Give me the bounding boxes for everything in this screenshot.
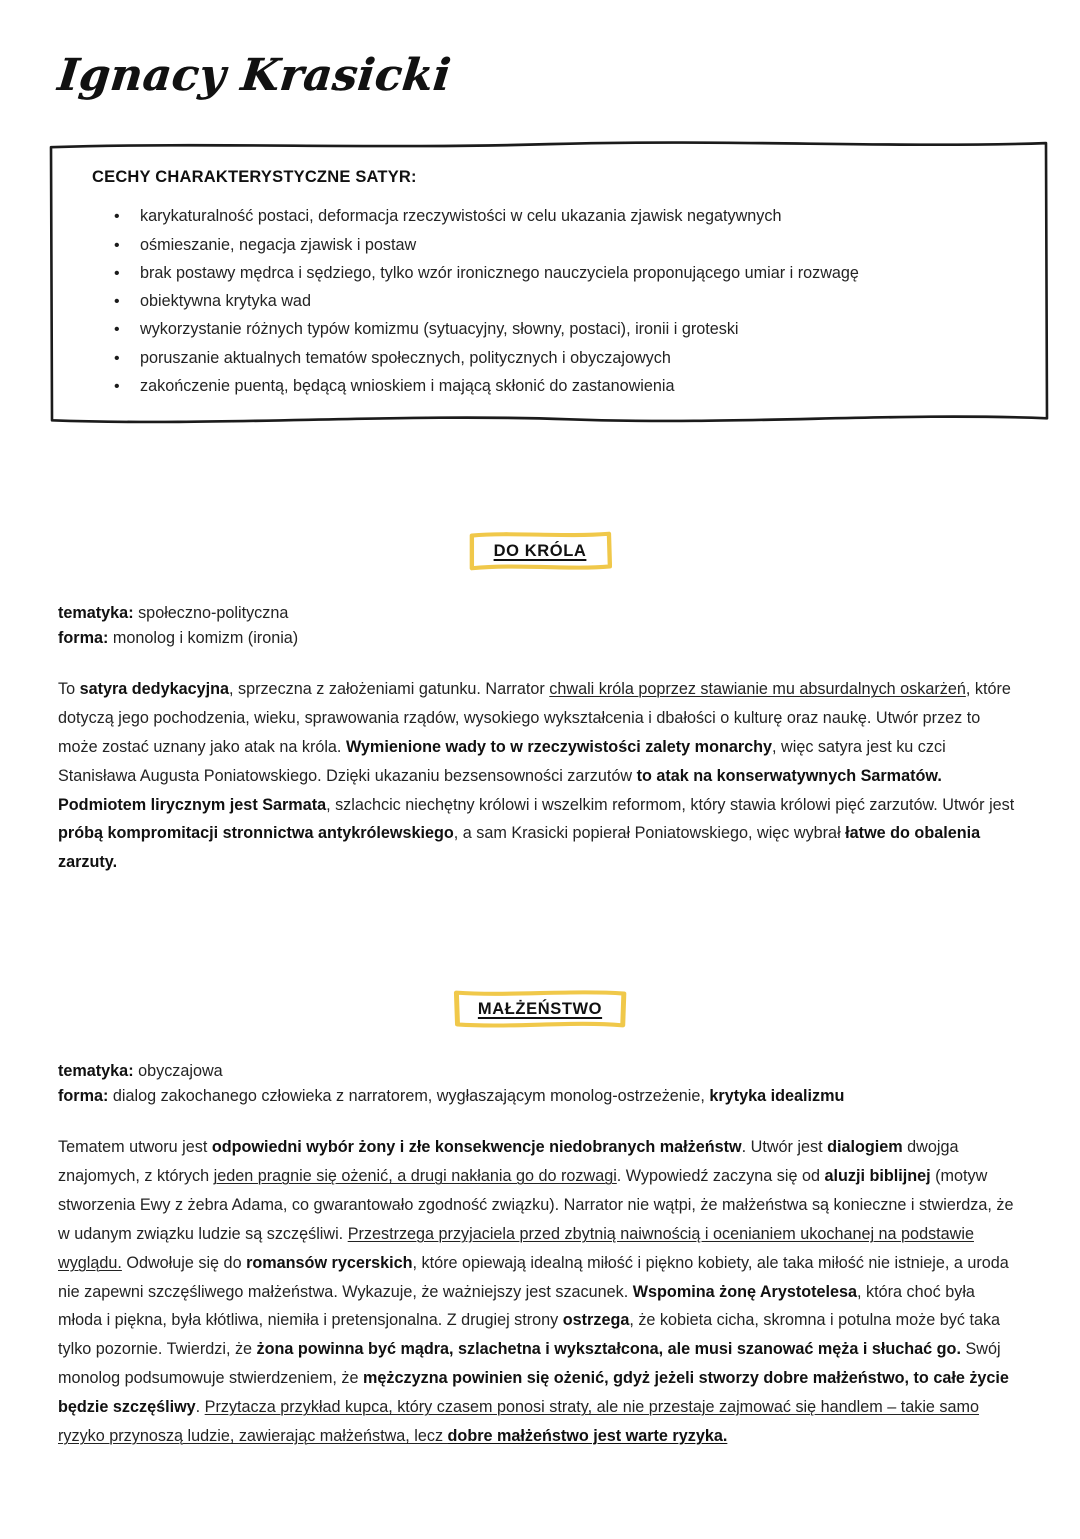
text-run: próbą kompromitacji stronnictwa antykrólewskiego <box>58 824 454 843</box>
section-heading-do-krola <box>0 531 1080 571</box>
text-run: to atak na konserwatywnych Sarmatów. <box>636 766 942 785</box>
paragraph-malzenstwo: Tematem utworu jest odpowiedni wybór żony i złe konsekwencje niedobranych małżeństw. Utwór jest dialogiem dwojga znajomych, z których jeden pragnie się ożenić, a drugi nakłania go do rozwagi. Wypowiedź zaczyna się od aluzji biblijnej (motyw stworzenia Ewy z żebra Adama, co gwarantowało zgodność związku). Narrator nie wątpi, że małżeństwa są konieczne i stwierdza, że w udanym związku ludzie są szczęśliwi. Przestrzega przyjaciela przed zbytnią naiwnością i ocenianiem ukochanej na podstawie wyglądu. Odwołuje się do romansów rycerskich, które opiewają idealną miłość i piękno kobiety, ale taka miłość nie istnieje, a uroda nie zapewni szczęśliwego małżeństwa. Wykazuje, że ważniejszy jest szacunek. Wspomina żonę Arystotelesa, która choć była młoda i piękna, była kłótliwa, niemiła i pretensjonalna. Z drugiej strony ostrzega, że kobieta cicha, skromna i potulna może być taka tylko pozornie. Twierdzi, że żona powinna być mądra, szlachetna i wykształcona, ale musi szanować męża i słuchać go. Swój monolog podsumowuje stwierdzeniem, że mężczyzna powinien się ożenić, gdyż jeżeli stworzy dobre małżeństwo, to całe życie będzie szczęśliwy. Przytacza przykład kupca, który czasem ponosi straty, ale nie przestaje zajmować się handlem – takie samo ryzyko przynoszą ludzie, zawierając małżeństwa, lecz dobre małżeństwo jest warte ryzyka. <box>58 1138 1014 1445</box>
list-item-label: zakończenie puentą, będącą wnioskiem i mającą skłonić do zastanowienia <box>140 376 675 395</box>
text-run: aluzji biblijnej <box>824 1167 931 1186</box>
list-item <box>114 260 1016 286</box>
text-run: Wspomina żonę Arystotelesa <box>632 1282 858 1301</box>
tematyka-line <box>58 601 1022 626</box>
list-item-label: obiektywna krytyka wad <box>140 292 311 311</box>
bullet-icon: • <box>114 293 120 311</box>
list-item <box>114 345 1016 371</box>
text-run: łatwe do obalenia zarzuty. <box>58 824 981 872</box>
bullet-icon: • <box>114 377 120 395</box>
characteristics-list <box>82 203 1016 399</box>
text-run: Przestrzega przyjaciela przed zbytnią naiwnością i ocenianiem ukochanej na podstawie wyglądu. <box>58 1224 974 1272</box>
tematyka-label: tematyka: <box>58 1062 134 1081</box>
list-item <box>114 288 1016 314</box>
text-run: jeden pragnie się ożenić, a drugi nakłania go do rozwagi <box>213 1167 617 1186</box>
list-item <box>114 232 1016 258</box>
text-run: chwali króla poprzez stawianie mu absurdalnych oskarżeń <box>549 680 966 699</box>
forma-value: dialog zakochanego człowieka z narratorem, wygłaszającym monolog-ostrzeżenie, <box>108 1087 710 1106</box>
section-title: MAŁŻEŃSTWO <box>477 1000 603 1019</box>
list-item <box>114 203 1016 229</box>
forma-value-emphasis: krytyka idealizmu <box>709 1087 845 1106</box>
text-run: Przytacza przykład kupca, który czasem ponosi straty, ale nie przestaje zajmować się handlem – takie samo ryzyko przynoszą ludzie, zawierając małżeństwa, lecz <box>58 1397 980 1445</box>
meta-malzenstwo <box>0 1059 1080 1109</box>
paragraph-do-krola: To satyra dedykacyjna, sprzeczna z założeniami gatunku. Narrator chwali króla poprzez stawianie mu absurdalnych oskarżeń, które dotyczą jego pochodzenia, wieku, sprawowania rządów, wysokiego wykształcenia i dbałości o kulturę oraz naukę. Utwór przez to może zostać uznany jako atak na króla. Wymienione wady to w rzeczywistości zalety monarchy, więc satyra jest ku czci Stanisława Augusta Poniatowskiego. Dzięki ukazaniu bezsensowności zarzutów to atak na konserwatywnych Sarmatów. Podmiotem lirycznym jest Sarmata, szlachcic niechętny królowi i wszelkim reformom, który stawia królowi pięć zarzutów. Utwór jest próbą kompromitacji stronnictwa antykrólewskiego, a sam Krasicki popierał Poniatowskiego, więc wybrał łatwe do obalenia zarzuty. <box>58 680 1015 872</box>
list-item <box>114 373 1016 399</box>
text-run: Wymienione wady to w rzeczywistości zalety monarchy <box>345 737 773 756</box>
text-run: dialogiem <box>827 1138 903 1157</box>
meta-do-krola <box>0 601 1080 651</box>
text-run: ostrzega <box>562 1311 630 1330</box>
tematyka-value: obyczajowa <box>133 1062 223 1081</box>
text-run: satyra dedykacyjna <box>79 680 229 699</box>
text-run: odpowiedni wybór żony i złe konsekwencje niedobranych małżeństw <box>211 1138 742 1157</box>
forma-label: forma: <box>58 1087 109 1106</box>
forma-line <box>58 626 1022 651</box>
list-item-label: brak postawy mędrca i sędziego, tylko wzór ironicznego nauczyciela proponującego umiar i rozwagę <box>140 263 859 282</box>
bullet-icon: • <box>114 208 120 226</box>
bullet-icon: • <box>114 321 120 339</box>
forma-label: forma: <box>58 629 109 648</box>
text-run: żona powinna być mądra, szlachetna i wykształcona, ale musi szanować męża i słuchać go. <box>256 1340 961 1359</box>
forma-line <box>58 1084 1022 1109</box>
highlight-chip <box>468 531 613 571</box>
highlight-chip <box>452 989 628 1029</box>
tematyka-line <box>58 1059 1022 1084</box>
title-area <box>0 0 1080 100</box>
tematyka-label: tematyka: <box>58 604 134 623</box>
text-run: romansów rycerskich <box>246 1253 413 1272</box>
bullet-icon: • <box>114 236 120 254</box>
text-run: Podmiotem lirycznym jest Sarmata <box>58 795 327 814</box>
bullet-icon: • <box>114 264 120 282</box>
list-item-label: wykorzystanie różnych typów komizmu (sytuacyjny, słowny, postaci), ironii i groteski <box>140 320 739 339</box>
list-item <box>114 316 1016 342</box>
characteristics-box <box>48 138 1050 435</box>
text-run: dobre małżeństwo jest warte ryzyka. <box>447 1426 728 1445</box>
section-title: DO KRÓLA <box>493 542 587 561</box>
bullet-icon: • <box>114 349 120 367</box>
list-item-label: poruszanie aktualnych tematów społecznych, politycznych i obyczajowych <box>140 348 671 367</box>
characteristics-heading: CECHY CHARAKTERYSTYCZNE SATYR: <box>92 168 417 187</box>
list-item-label: karykaturalność postaci, deformacja rzeczywistości w celu ukazania zjawisk negatywnych <box>140 207 782 226</box>
forma-value: monolog i komizm (ironia) <box>108 629 299 648</box>
section-heading-malzenstwo <box>0 989 1080 1029</box>
tematyka-value: społeczno-polityczna <box>133 604 289 623</box>
page-title: Ignacy Krasicki <box>55 50 454 101</box>
text-run: mężczyzna powinien się ożenić, gdyż jeżeli stworzy dobre małżeństwo, to całe życie będzie szczęśliwy <box>58 1369 1009 1416</box>
list-item-label: ośmieszanie, negacja zjawisk i postaw <box>140 235 417 254</box>
